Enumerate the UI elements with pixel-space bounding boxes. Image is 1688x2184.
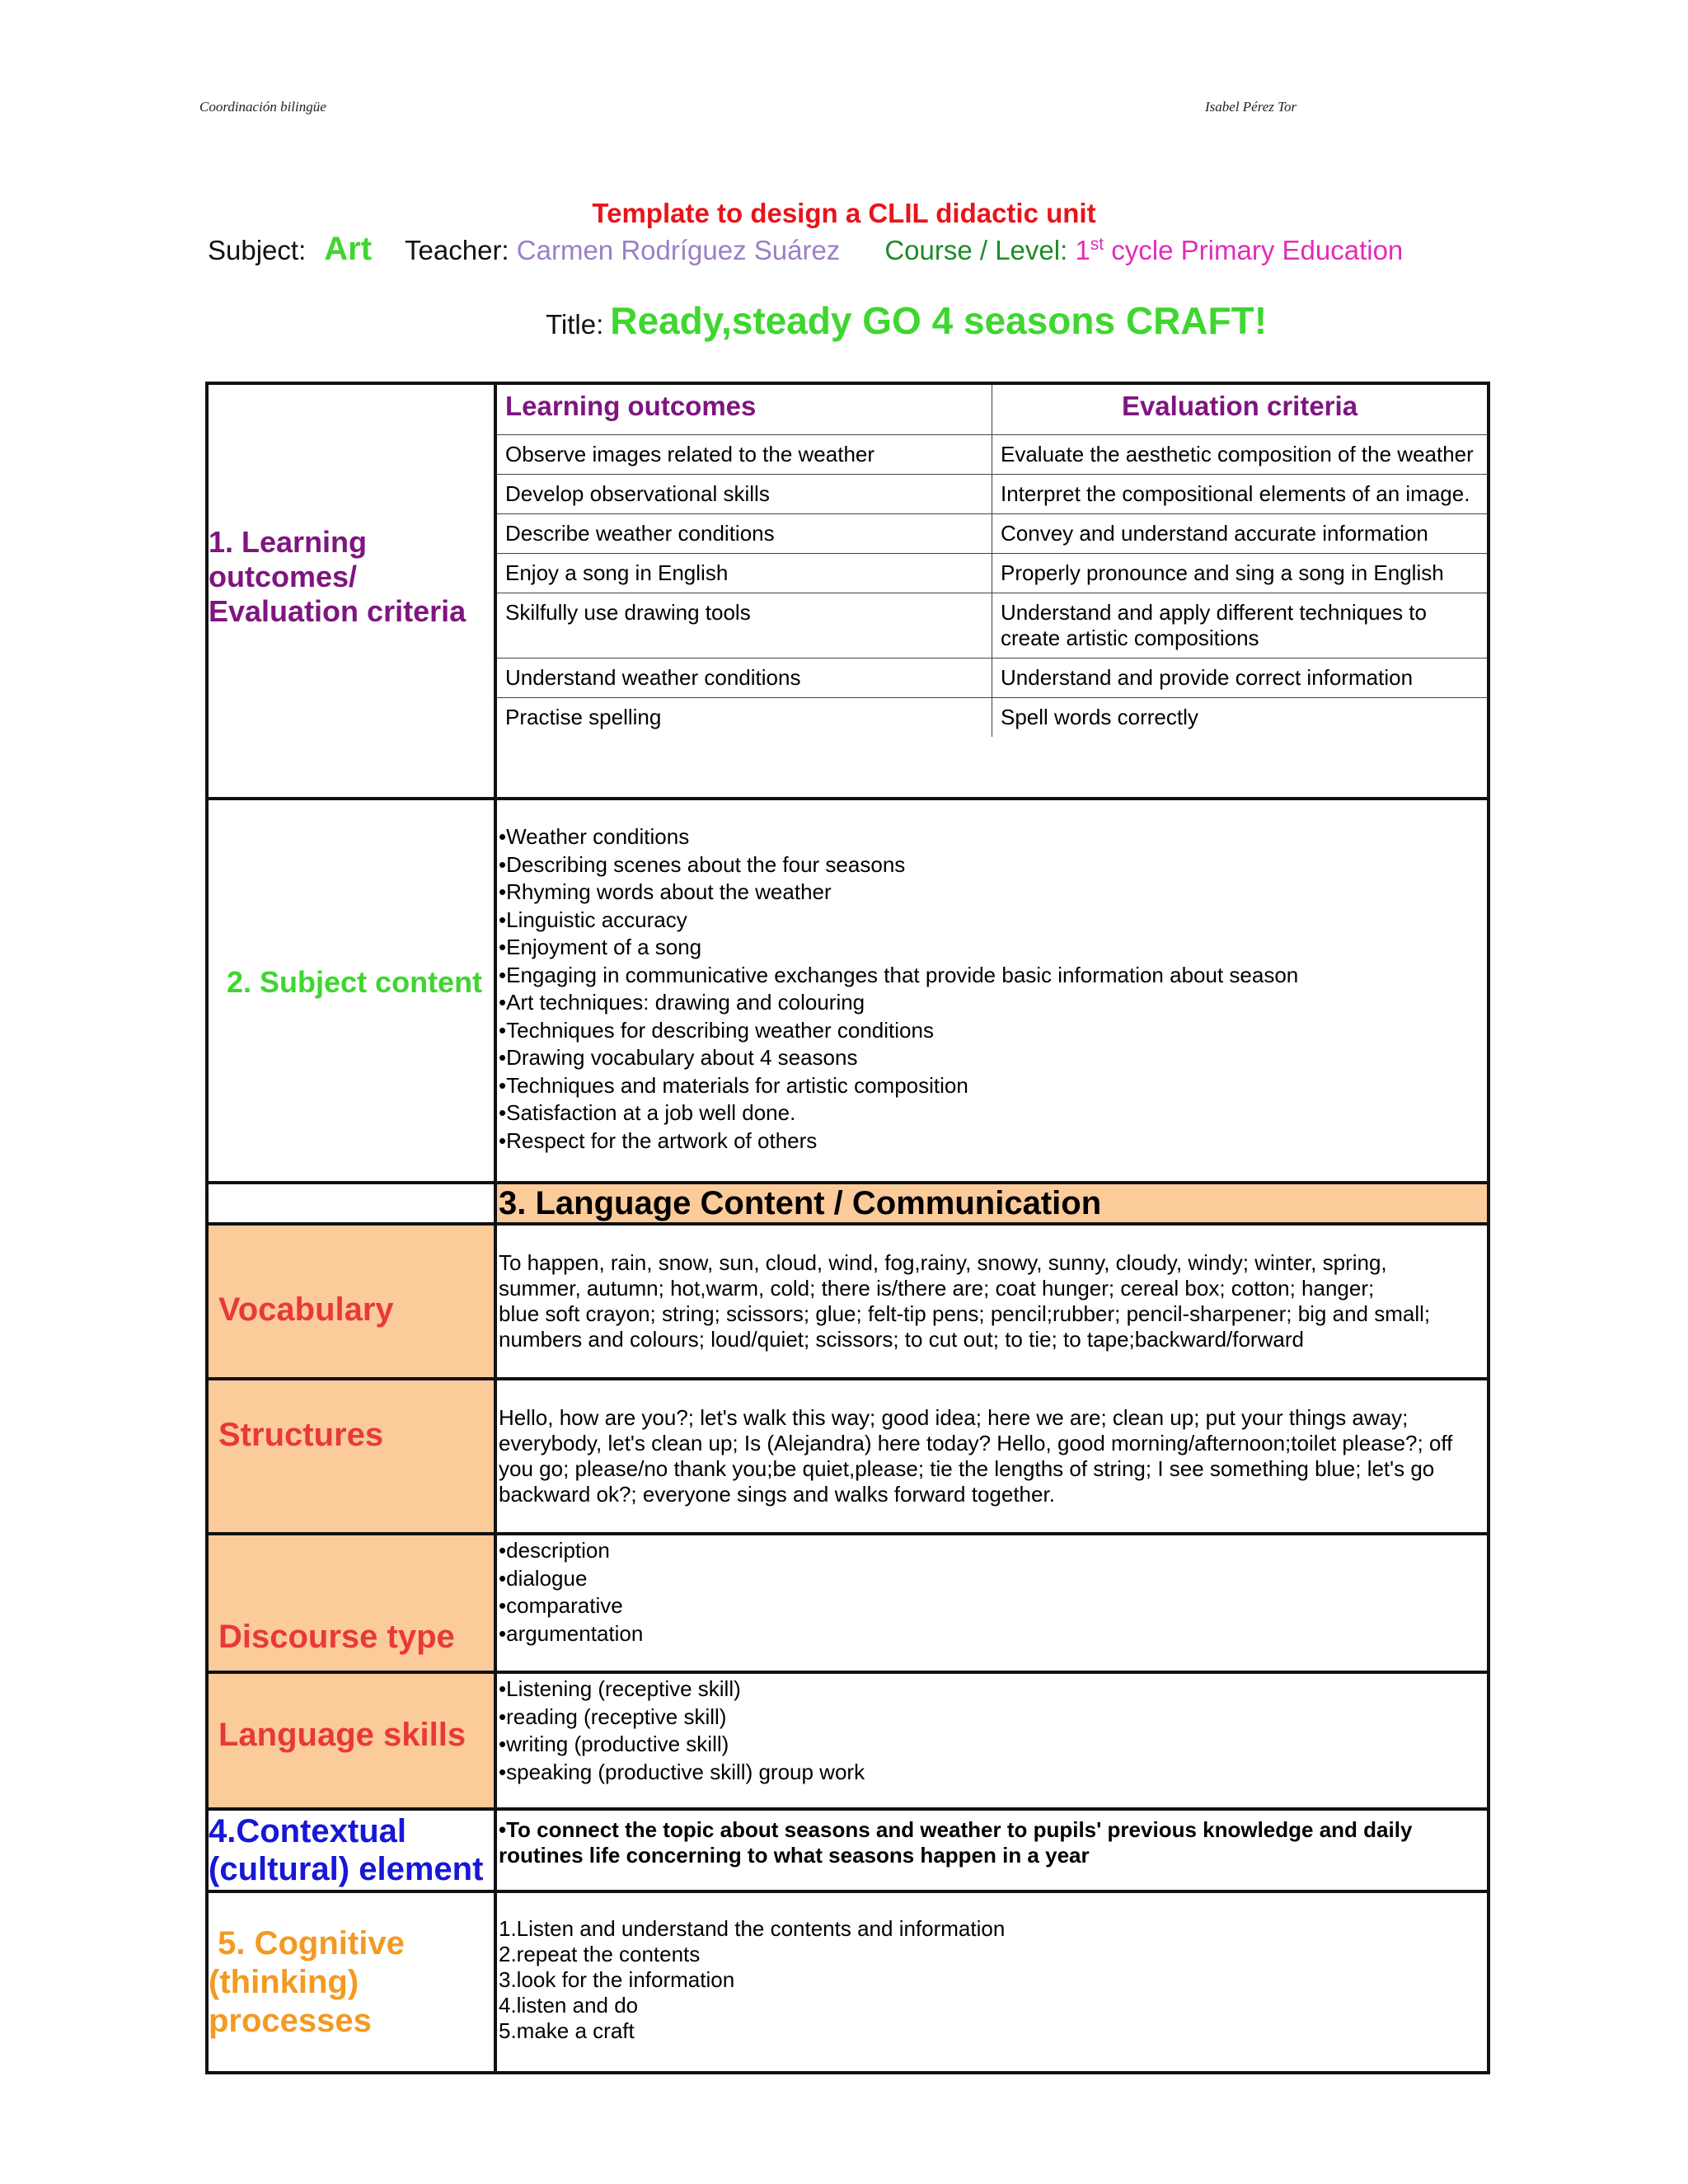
learning-outcome-cell: Skilfully use drawing tools [497, 593, 992, 658]
learning-label: 1. Learning outcomes/ Evaluation criteria [209, 525, 467, 628]
contextual-line: •To connect the topic about seasons and weather to pupils' previous knowledge and daily [499, 1817, 1413, 1842]
row-learning [207, 383, 1489, 799]
col-evaluation-criteria: Evaluation criteria [992, 385, 1488, 434]
skill-item: •Listening (receptive skill) [499, 1676, 741, 1701]
structures-text [497, 1405, 1487, 1507]
language-heading: 3. Language Content / Communication [499, 1184, 1102, 1221]
learning-row [497, 474, 1487, 513]
subject-content-item: •Satisfaction at a job well done. [499, 1100, 796, 1125]
subject-content-item: •Weather conditions [499, 824, 690, 849]
subject-content-item: •Linguistic accuracy [499, 907, 687, 932]
subject-content-item: •Enjoyment of a song [499, 935, 702, 959]
cognitive-item: 4.listen and do [499, 1993, 639, 2018]
clil-template-table [205, 382, 1490, 2074]
title-value: Ready,steady GO 4 seasons CRAFT! [610, 299, 1268, 342]
teacher-value: Carmen Rodríguez Suárez [516, 235, 841, 265]
document-title: Template to design a CLIL didactic unit [592, 198, 1096, 228]
subject-content-item: •Techniques for describing weather conditions [499, 1017, 934, 1043]
discourse-item: •dialogue [499, 1565, 588, 1591]
row-cognitive [207, 1891, 1489, 2073]
row-discourse [207, 1534, 1489, 1672]
learning-outcome-cell: Practise spelling [497, 697, 992, 737]
learning-outcome-cell: Develop observational skills [497, 474, 992, 513]
subject-content-item: •Art techniques: drawing and colouring [499, 990, 865, 1015]
contextual-label-cell [207, 1809, 495, 1891]
learning-row [497, 697, 1487, 737]
row-structures [207, 1379, 1489, 1534]
skills-label-cell [207, 1672, 495, 1809]
vocabulary-line: numbers and colours; loud/quiet; scissors; to cut out; to tie; to tape;backward/forward [499, 1327, 1304, 1352]
info-line [208, 231, 1650, 268]
learning-row [497, 553, 1487, 593]
evaluation-criteria-cell: Evaluate the aesthetic composition of the weather [992, 434, 1488, 474]
skill-item: •writing (productive skill) [499, 1732, 729, 1756]
learning-outcome-cell: Describe weather conditions [497, 513, 992, 553]
learning-row [497, 513, 1487, 553]
learning-outcome-cell: Observe images related to the weather [497, 434, 992, 474]
cognitive-item: 5.make a craft [499, 2018, 635, 2043]
cognitive-item: 2.repeat the contents [499, 1942, 701, 1966]
discourse-label: Discourse type [218, 1619, 455, 1655]
subject-content-label: 2. Subject content [227, 965, 483, 999]
evaluation-criteria-cell: Understand and provide correct information [992, 658, 1488, 697]
vocabulary-cell [495, 1224, 1489, 1379]
learning-outcomes-table [497, 385, 1487, 737]
structures-line: everybody, let's clean up; Is (Alejandra) here today? Hello, good morning/afternoon;toilet please?; off [499, 1431, 1453, 1455]
evaluation-criteria-cell: Interpret the compositional elements of an image. [992, 474, 1488, 513]
subject-content-cell [495, 799, 1489, 1183]
structures-line: backward ok?; everyone sings and walks forward together. [499, 1482, 1055, 1507]
vocabulary-label: Vocabulary [218, 1291, 394, 1328]
subject-content-item: •Respect for the artwork of others [499, 1127, 818, 1153]
cognitive-item: 1.Listen and understand the contents and information [499, 1916, 1006, 1941]
row-language-heading [207, 1183, 1489, 1224]
learning-row [497, 658, 1487, 697]
subject-value: Art [324, 231, 373, 267]
vocabulary-label-cell [207, 1224, 495, 1379]
discourse-cell [495, 1534, 1489, 1672]
row-contextual [207, 1809, 1489, 1891]
course-rest: cycle Primary Education [1104, 235, 1404, 265]
evaluation-criteria-cell: Properly pronounce and sing a song in English [992, 553, 1488, 593]
learning-outcome-cell: Understand weather conditions [497, 658, 992, 697]
vocabulary-line: summer, autumn; hot,warm, cold; there is/there are; coat hunger; cereal box; cotton; hanger; [499, 1276, 1375, 1301]
cognitive-item: 3.look for the information [499, 1967, 735, 1992]
header-left: Coordinación bilingüe [199, 99, 326, 115]
structures-label-cell [207, 1379, 495, 1534]
title-line [546, 298, 1267, 343]
discourse-item: •description [499, 1538, 610, 1563]
row-vocabulary [207, 1224, 1489, 1379]
language-heading-cell [495, 1183, 1489, 1224]
contextual-line: routines life concerning to what seasons happen in a year [499, 1843, 1090, 1868]
col-learning-outcomes: Learning outcomes [497, 385, 992, 434]
vocabulary-line: blue soft crayon; string; scissors; glue; felt-tip pens; pencil;rubber; pencil-sharpener; big and small; [499, 1301, 1431, 1326]
learning-row [497, 593, 1487, 658]
cognitive-label-cell [207, 1891, 495, 2073]
row-skills [207, 1672, 1489, 1809]
subject-content-label-cell [207, 799, 495, 1183]
cognitive-list [497, 1916, 1487, 2044]
subject-content-list [497, 823, 1487, 1155]
contextual-text [497, 1811, 1487, 1868]
discourse-list [497, 1537, 1487, 1647]
subject-content-item: •Describing scenes about the four seasons [499, 851, 906, 877]
skill-item: •speaking (productive skill) group work [499, 1759, 865, 1784]
learning-outcome-cell: Enjoy a song in English [497, 553, 992, 593]
structures-line: Hello, how are you?; let's walk this way; good idea; here we are; clean up; put your things away; [499, 1405, 1409, 1430]
structures-label: Structures [218, 1417, 384, 1453]
language-heading-blank [207, 1183, 495, 1224]
title-label: Title: [546, 309, 604, 340]
structures-cell [495, 1379, 1489, 1534]
cognitive-cell [495, 1891, 1489, 2073]
subject-content-item: •Rhyming words about the weather [499, 879, 832, 904]
subject-content-item: •Engaging in communicative exchanges that provide basic information about season [499, 962, 1299, 987]
skills-cell [495, 1672, 1489, 1809]
discourse-item: •argumentation [499, 1620, 644, 1646]
discourse-item: •comparative [499, 1593, 623, 1618]
vocabulary-line: To happen, rain, snow, sun, cloud, wind, fog,rainy, snowy, sunny, cloudy, windy; winter, spring, [499, 1250, 1387, 1275]
course-number: 1 [1075, 235, 1090, 265]
vocabulary-text [497, 1250, 1487, 1352]
skills-list [497, 1675, 1487, 1786]
row-subject-content [207, 799, 1489, 1183]
teacher-label: Teacher: [405, 235, 509, 265]
learning-label-cell [207, 383, 495, 799]
learning-table-cell [495, 383, 1489, 799]
contextual-cell [495, 1809, 1489, 1891]
course-label: Course / Level: [884, 235, 1068, 265]
cognitive-label: 5. Cognitive (thinking) processes [209, 1924, 414, 2039]
course-value [1075, 235, 1403, 265]
evaluation-criteria-cell: Convey and understand accurate information [992, 513, 1488, 553]
evaluation-criteria-cell: Understand and apply different techniques to create artistic compositions [992, 593, 1488, 658]
learning-row [497, 434, 1487, 474]
course-superscript: st [1090, 235, 1104, 254]
subject-content-item: •Techniques and materials for artistic composition [499, 1072, 968, 1098]
skills-label: Language skills [218, 1716, 467, 1753]
header-right: Isabel Pérez Tor [1205, 99, 1297, 115]
subject-content-item: •Drawing vocabulary about 4 seasons [499, 1045, 858, 1070]
contextual-label: 4.Contextual (cultural) element [209, 1813, 484, 1887]
subject-label: Subject: [208, 235, 307, 265]
skill-item: •reading (receptive skill) [499, 1704, 727, 1729]
structures-line: you go; please/no thank you;be quiet,please; tie the lengths of string; I see something blue; let's go [499, 1456, 1435, 1481]
discourse-label-cell [207, 1534, 495, 1672]
evaluation-criteria-cell: Spell words correctly [992, 697, 1488, 737]
